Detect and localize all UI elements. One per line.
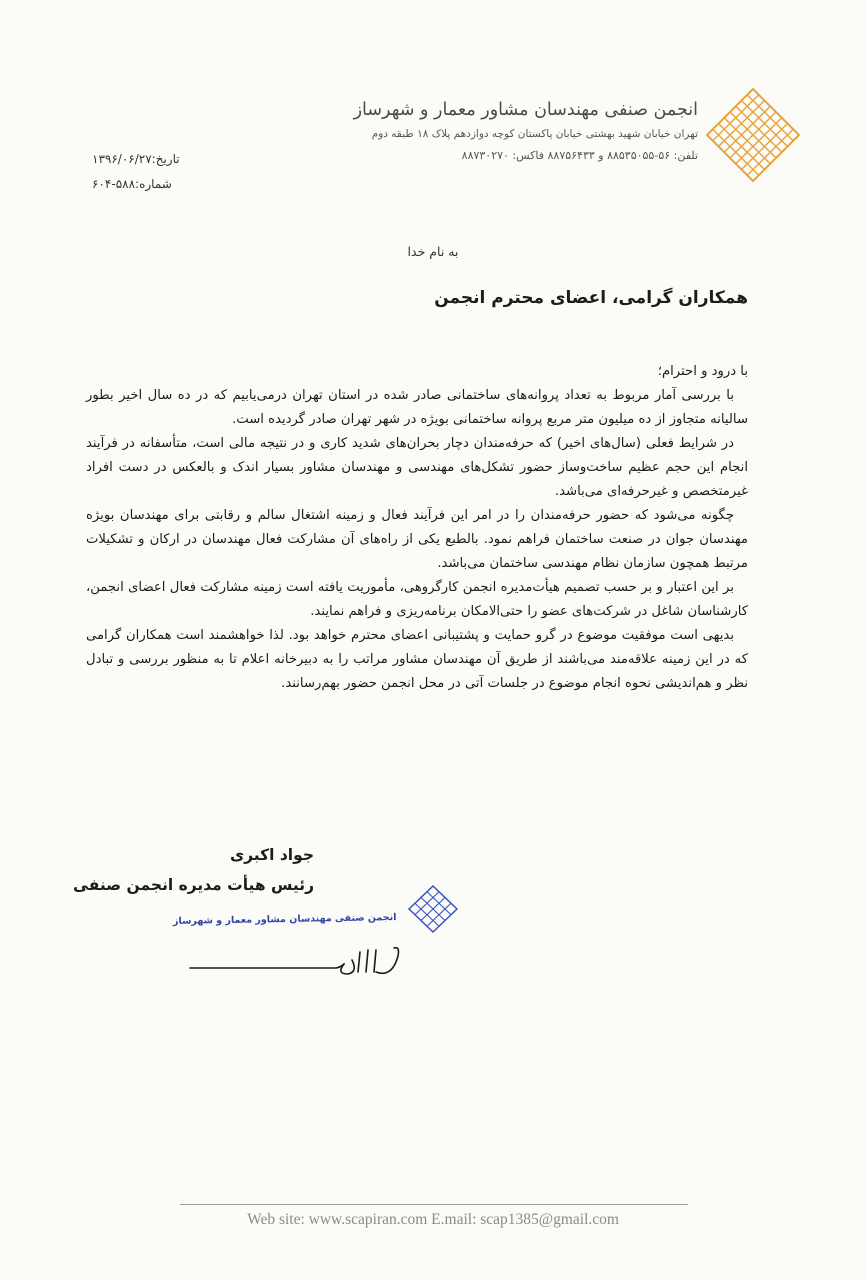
- organization-logo-icon: [705, 87, 801, 183]
- letter-date: تاریخ:۱۳۹۶/۰۶/۲۷: [92, 152, 180, 166]
- organization-phone: تلفن: ۵۶-۸۸۵۳۵۰۵۵ و ۸۸۷۵۶۴۳۳ فاکس: ۸۸۷۳۰۲۷۰: [461, 149, 698, 162]
- body-paragraph: بر این اعتبار و بر حسب تصمیم هیأت‌مدیره انجمن کارگروهی، مأموریت یافته است زمینه مشارکت فعال اعضای انجمن، کارشناسان شاغل در شرکت‌های عضو را حتی‌الامکان برنامه‌ریزی و فراهم نمایند.: [86, 580, 748, 619]
- handwritten-signature-icon: [186, 938, 406, 988]
- body-paragraph: چگونه می‌شود که حضور حرفه‌مندان را در امر این فرآیند فعال و زمینه اشتغال سالم و رقابتی برای مهندسان بویژه مهندسان جوان در صنعت ساختمان فراهم نمود. بالطبع یکی از راه‌های آن مشارکت فعال مهندسان در ارکان و تشکیلات مرتبط همچون سازمان نظام مهندسی ساختمان می‌باشد.: [86, 508, 748, 571]
- bismillah-heading: به نام خدا: [407, 244, 459, 259]
- body-paragraph: در شرایط فعلی (سال‌های اخیر) که حرفه‌مندان دچار بحران‌های شدید کاری و در نتیجه مالی است، متأسفانه در فرآیند انجام این حجم عظیم ساخت‌وساز حضور تشکل‌های مهندسی و مهندسان مشاور بسیار اندک و بالعکس در دست افراد غیرمتخصص و غیرحرفه‌ای می‌باشد.: [86, 436, 748, 499]
- signatory-name: جواد اکبری: [229, 846, 314, 864]
- footer-divider: [180, 1204, 688, 1205]
- letter-body: [86, 360, 748, 696]
- stamp-text: انجمن صنفی مهندسان مشاور معمار و شهرساز: [172, 912, 397, 927]
- organization-address: تهران خیابان شهید بهشتی خیابان پاکستان کوچه دوازدهم پلاک ۱۸ طبقه دوم: [371, 128, 698, 140]
- body-paragraph: با بررسی آمار مربوط به تعداد پروانه‌های ساختمانی صادر شده در استان تهران درمی‌یابیم که در ده سال اخیر بطور سالیانه متجاوز از ده میلیون متر مربع پروانه ساختمانی بویژه در شهر تهران صادر گردیده است.: [86, 388, 748, 427]
- footer-contact: Web site: www.scapiran.com E.mail: scap1385@gmail.com: [247, 1211, 619, 1228]
- body-paragraph: بدیهی است موفقیت موضوع در گرو حمایت و پشتیبانی اعضای محترم خواهد بود. لذا خواهشمند است همکاران گرامی که در این زمینه علاقه‌مند می‌باشند از طریق آن مهندسان مشاور مراتب را به دبیرخانه اعلام تا به منظور بررسی و تبادل نظر و هم‌اندیشی نحوه انجام موضوع در جلسات آتی در محل انجمن حضور بهم‌رسانند.: [86, 628, 748, 691]
- salutation: همکاران گرامی، اعضای محترم انجمن: [434, 288, 748, 308]
- organization-name: انجمن صنفی مهندسان مشاور معمار و شهرساز: [353, 100, 698, 120]
- stamp-logo-icon: [407, 884, 459, 934]
- letter-number: شماره:۵۸۸-۶۰۴: [92, 177, 172, 191]
- signatory-title: رئیس هیأت مدیره انجمن صنفی: [73, 876, 314, 894]
- greeting-line: با درود و احترام؛: [657, 364, 748, 379]
